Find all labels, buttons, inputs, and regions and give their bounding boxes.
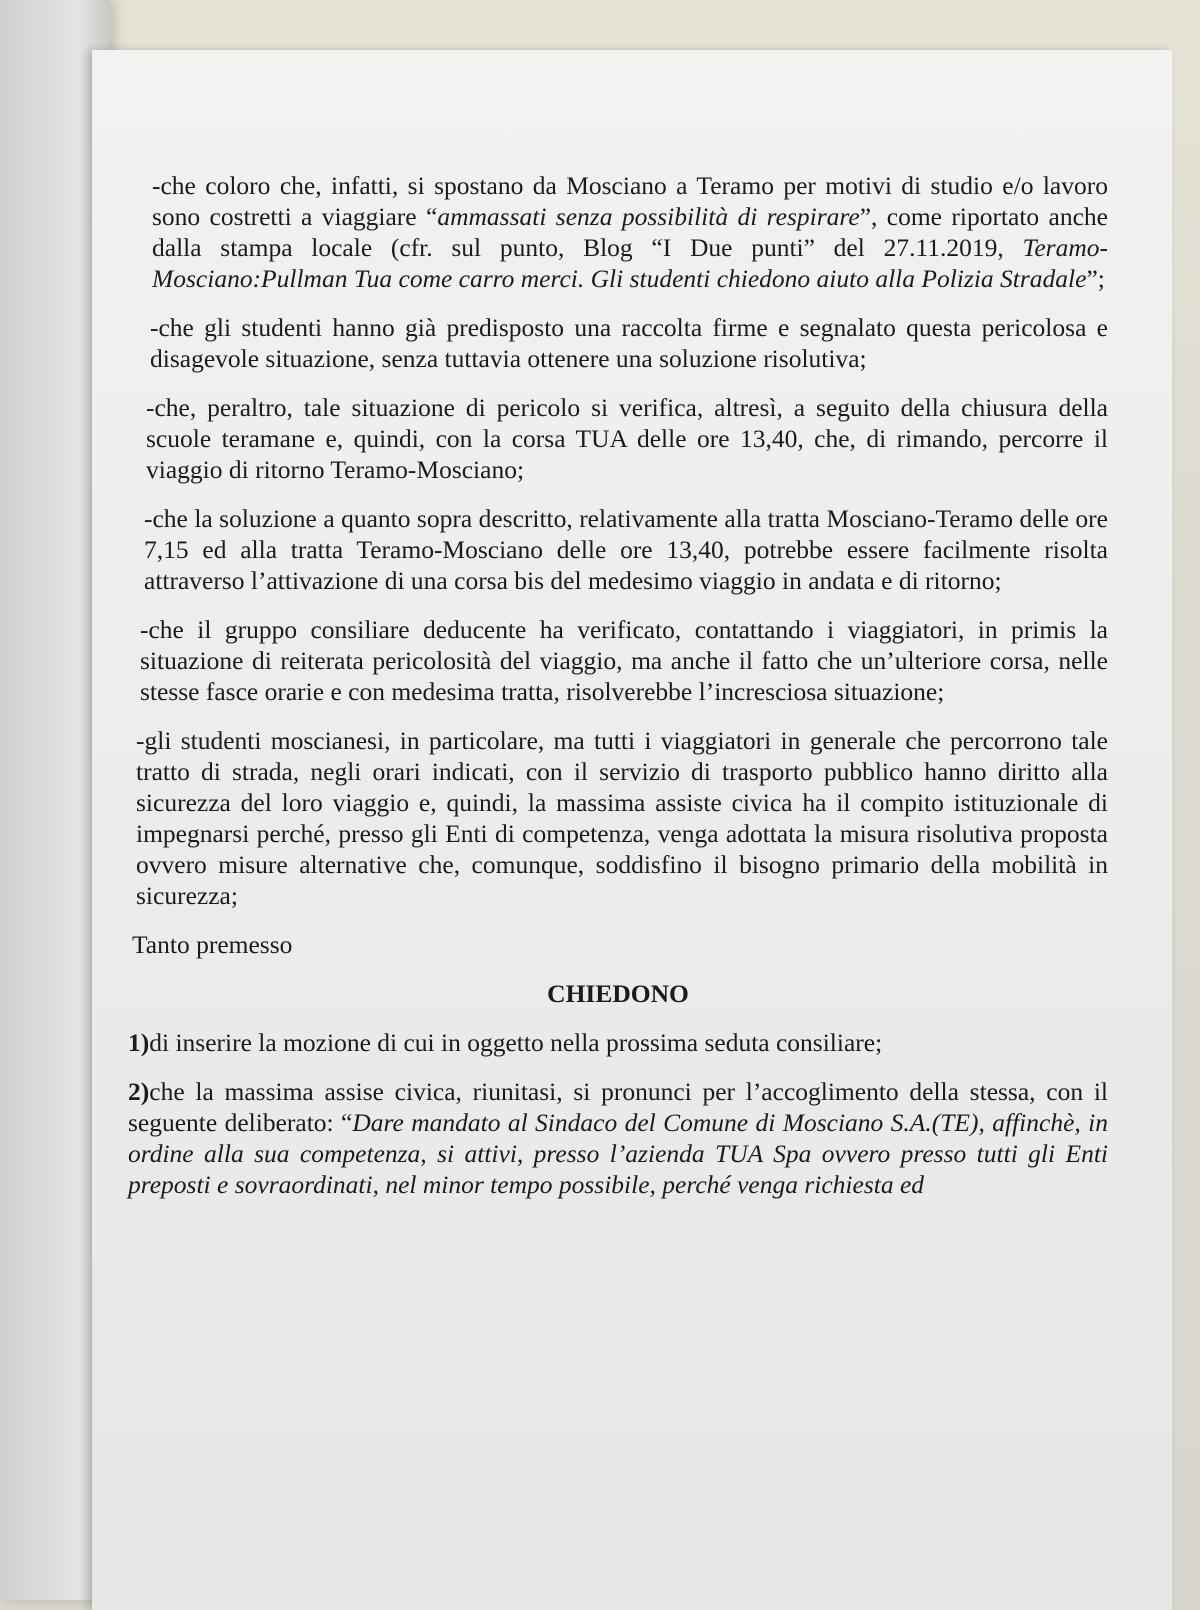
request-2-number: 2) [128,1077,150,1106]
request-2 [128,1076,1108,1200]
request-1-text: di inserire la mozione di cui in oggetto nella prossima seduta consiliare; [149,1028,883,1057]
paragraph-5: -che il gruppo consiliare deducente ha verificato, contattando i viaggiatori, in primis la situazione di reiterata pericolosità del viaggio, ma anche il fatto che un’ulteriore corsa, nelle stesse fasce orarie e con medesima tratta, risolverebbe l’incresciosa situazione; [140,615,1108,706]
paragraph-4: -che la soluzione a quanto sopra descritto, relativamente alla tratta Mosciano-Teramo delle ore 7,15 ed alla tratta Teramo-Mosciano delle ore 13,40, potrebbe essere facilmente risolta attraverso l’attivazione di una corsa bis del medesimo viaggio in andata e di ritorno; [144,504,1108,595]
request-1 [128,1027,1108,1058]
request-2-text: che la massima assise civica, riunitasi, si pronunci per l’accoglimento della stessa, con il seguente deliberato: “ [128,1077,1108,1137]
request-2-italic: Dare mandato al Sindaco del Comune di Mosciano S.A.(TE), affinchè, in ordine alla sua competenza, si attivi, presso l’azienda TUA Spa ovvero presso tutti gli Enti preposti e sovraordinati, nel minor tempo possibile, perché venga richiesta ed [128,1108,1108,1199]
paragraph-2: -che gli studenti hanno già predisposto una raccolta firme e segnalato questa pericolosa e disagevole situazione, senza tuttavia ottenere una soluzione risolutiva; [150,313,1108,373]
document-page [92,50,1172,1610]
request-1-number: 1) [128,1028,150,1057]
paragraph-1: -che coloro che, infatti, si spostano da Mosciano a Teramo per motivi di studio e/o lavoro sono costretti a viaggiare “ammassati senza possibilità di respirare”, come riportato anche dalla stampa locale (cfr. sul punto, Blog “I Due punti” del 27.11.2019, Teramo-Mosciano:Pullman Tua come carro merci. Gli studenti chiedono aiuto alla Polizia Stradale”; [152,171,1108,293]
paragraph-6: -gli studenti moscianesi, in particolare, ma tutti i viaggiatori in generale che percorrono tale tratto di strada, negli orari indicati, con il servizio di trasporto pubblico hanno diritto alla sicurezza del loro viaggio e, quindi, la massima assiste civica ha il compito istituzionale di impegnarsi perché, presso gli Enti di competenza, venga adottata la misura risolutiva proposta ovvero misure alternative che, comunque, soddisfino il bisogno primario della mobilità in sicurezza; [136,726,1108,910]
document-body [128,170,1108,1218]
section-heading: CHIEDONO [547,979,689,1008]
paragraph-3: -che, peraltro, tale situazione di pericolo si verifica, altresì, a seguito della chiusura della scuole teramane e, quindi, con la corsa TUA delle ore 13,40, che, di rimando, percorre il viaggio di ritorno Teramo-Mosciano; [146,393,1108,484]
premise-line: Tanto premesso [132,930,293,959]
